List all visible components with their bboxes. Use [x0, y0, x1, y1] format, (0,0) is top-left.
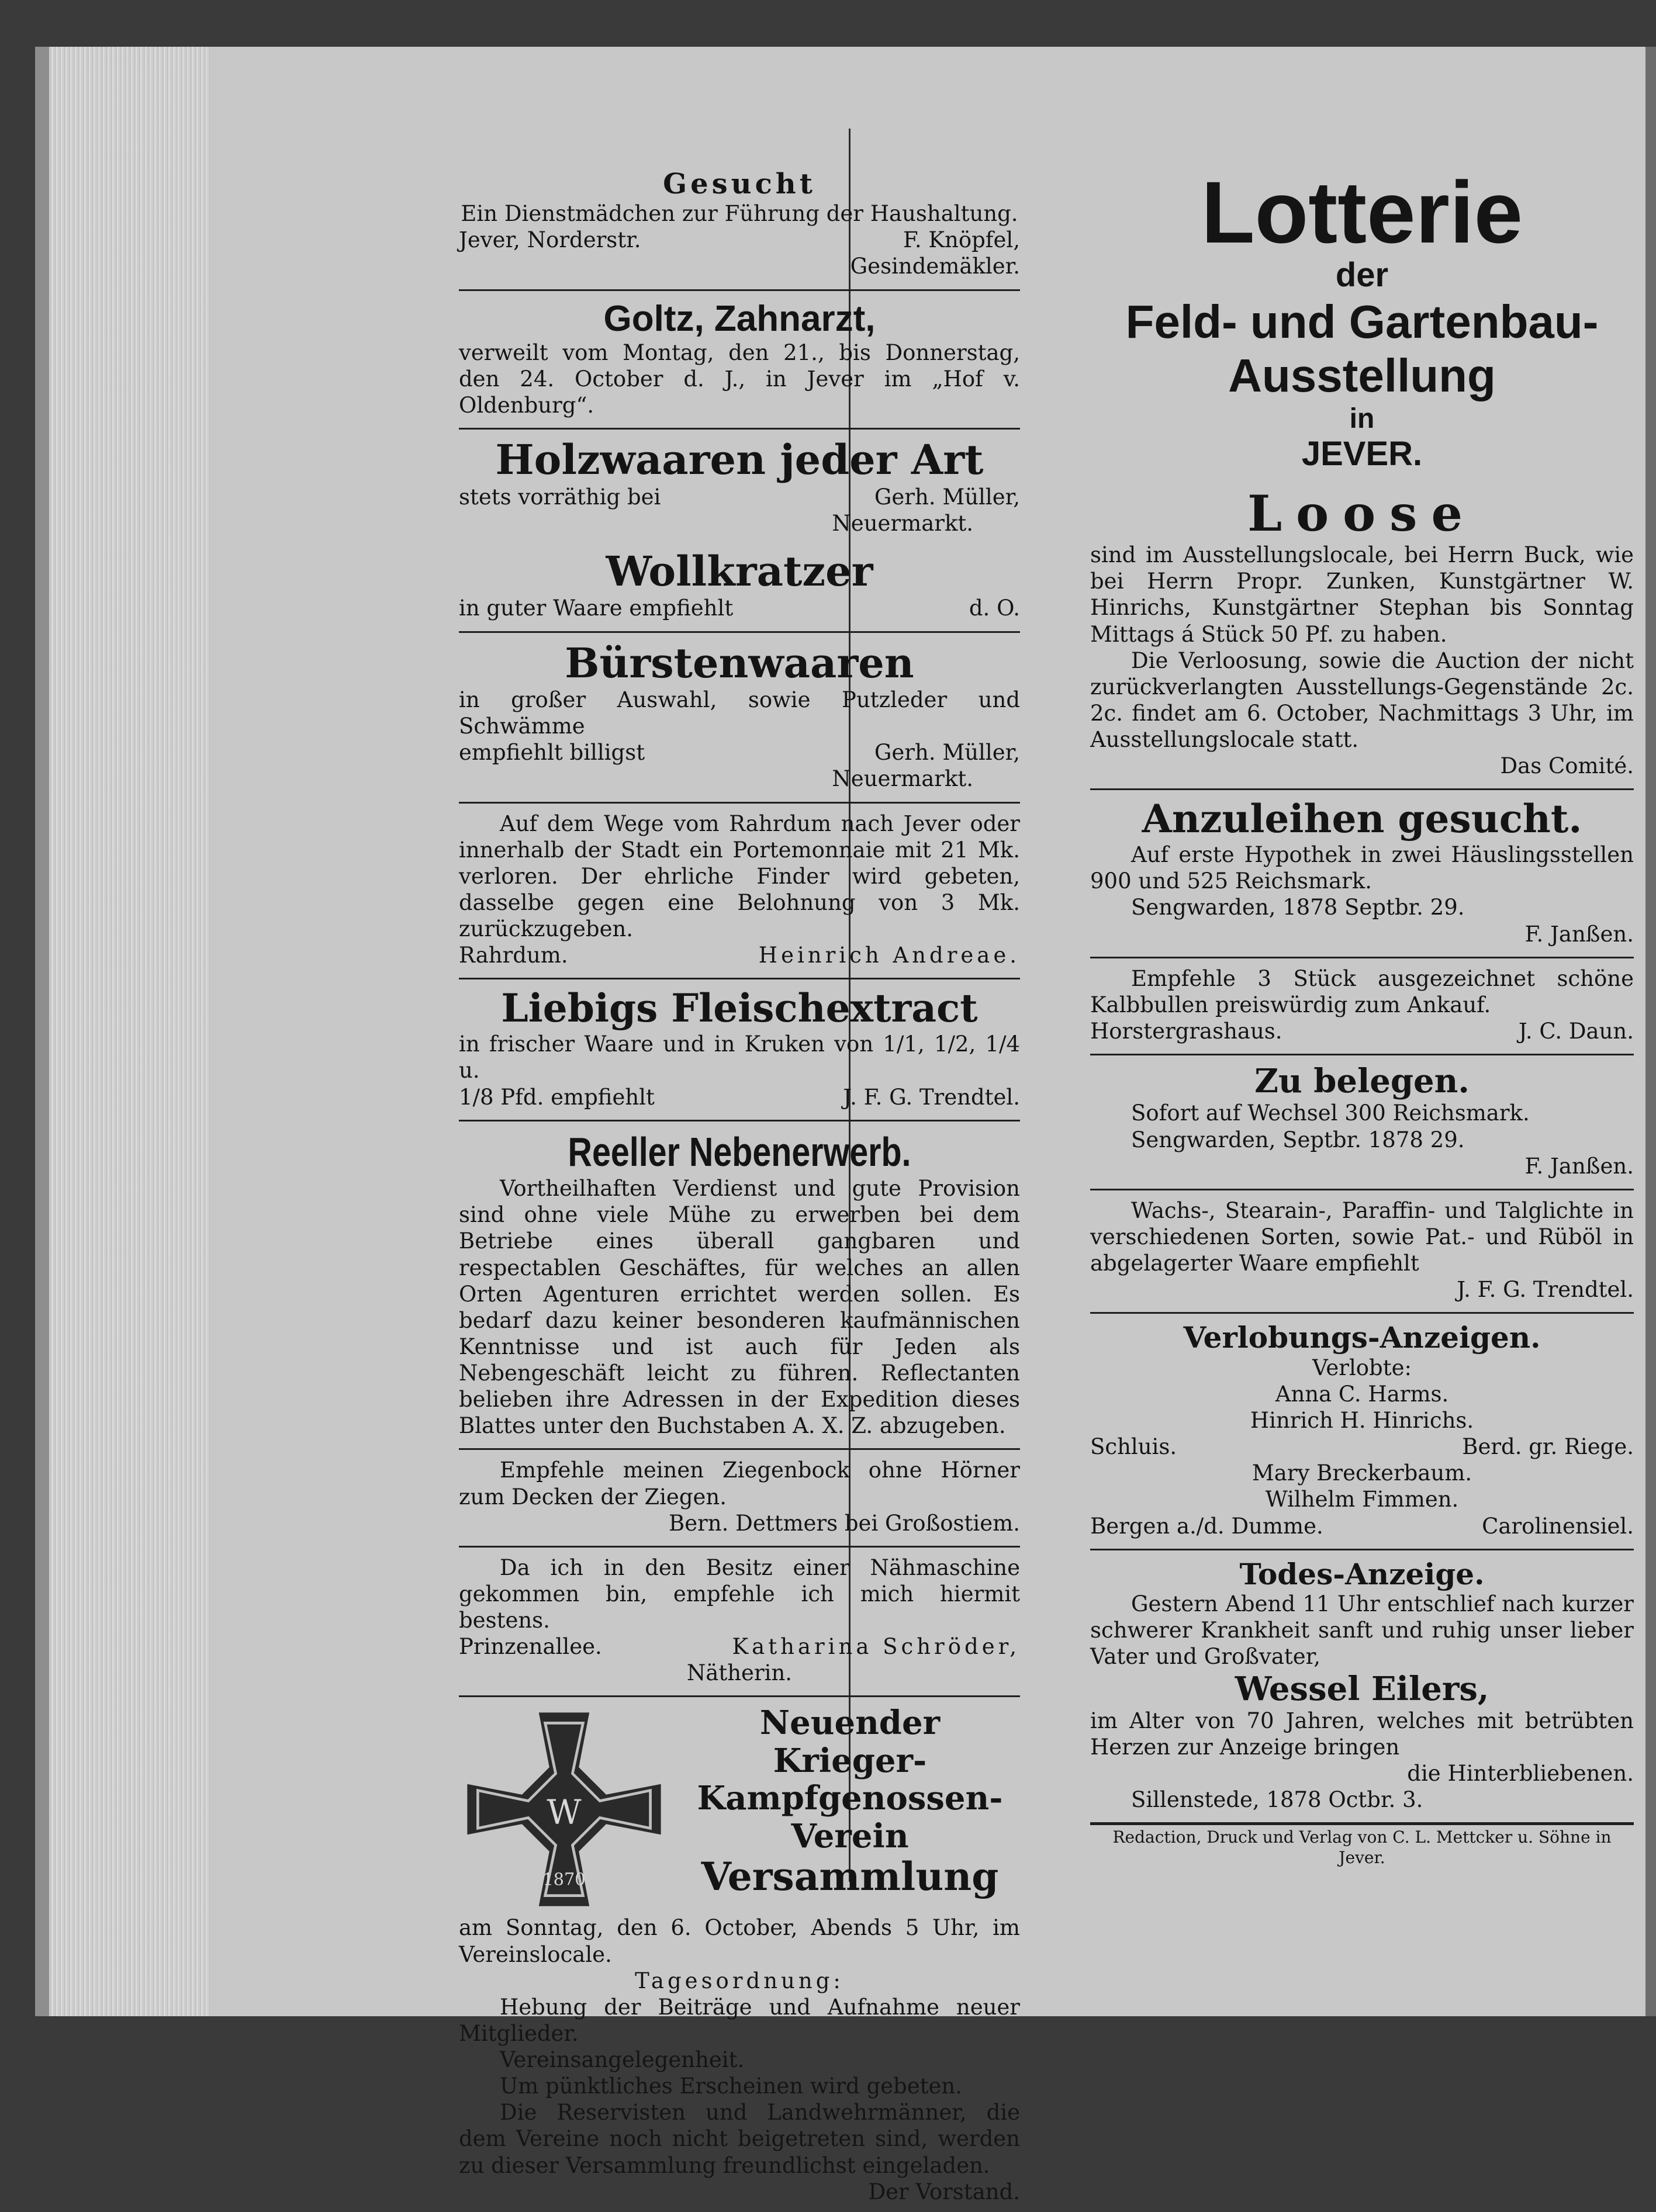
ad-title: Kampfgenossen-Verein [697, 1779, 1003, 1856]
ad-buerstenwaaren [459, 635, 1020, 799]
ad-verlobung [1090, 1316, 1634, 1546]
ad-text: in frischer Waare und in Kruken von 1/1, 1/2, 1/4 u. [459, 1031, 1020, 1084]
ad-lotterie [1090, 164, 1634, 481]
agenda-title: Tagesordnung: [635, 1968, 844, 1993]
divider [459, 1546, 1020, 1548]
right-column [1090, 164, 1634, 1868]
ad-text: Empfehle 3 Stück ausgezeichnet schöne Kalbbullen preiswürdig zum Ankauf. [1090, 965, 1634, 1017]
divider [459, 978, 1020, 979]
divider [459, 289, 1020, 291]
divider [1090, 1549, 1634, 1550]
ad-place: Schluis. [1090, 1434, 1177, 1460]
ad-place: Neuermarkt. [832, 510, 973, 536]
iron-cross-icon [459, 1704, 669, 1915]
ad-title: Reeller Nebenerwerb. [568, 1128, 911, 1175]
ad-ziegenbock [459, 1452, 1020, 1543]
ad-title: Goltz, Zahnarzt, [603, 298, 876, 339]
ad-text: Gestern Abend 11 Uhr entschlief nach kurzer schwerer Krankheit sanft und ruhig unser lieber Vater und Großvater, [1090, 1591, 1634, 1670]
lotterie-der: der [1335, 256, 1389, 294]
ad-title: Anzuleihen gesucht. [1142, 796, 1582, 842]
ad-kalbbullen [1090, 961, 1634, 1051]
ad-place: Jever, Norderstr. [459, 227, 641, 253]
ad-name: Heinrich Andreae. [758, 943, 1020, 968]
ad-belegen [1090, 1058, 1634, 1186]
ad-text: sind im Ausstellungslocale, bei Herrn Buck, wie bei Herrn Propr. Zunken, Kunstgärtner W. Hinrichs, Kunstgärtner Stephan bis Sonntag Mittags á Stück 50 Pf. zu haben. [1090, 542, 1634, 647]
ad-nebenerwerb [459, 1124, 1020, 1446]
ad-name: Gerh. Müller, [874, 740, 1020, 766]
ad-naeherin [459, 1550, 1020, 1694]
ad-name: Gerh. Müller, [874, 484, 1020, 510]
ad-role: Gesindemäkler. [850, 254, 1020, 279]
lotterie-title: Lotterie [1201, 163, 1523, 261]
ad-text: Sofort auf Wechsel 300 Reichsmark. [1131, 1100, 1530, 1126]
ad-date: Sengwarden, 1878 Septbr. 29. [1131, 895, 1465, 920]
ad-text: Empfehle meinen Ziegenbock ohne Hörner zum Decken der Ziegen. [459, 1458, 1020, 1510]
divider [459, 1695, 1020, 1697]
ad-name: Anna C. Harms. [1275, 1381, 1449, 1407]
ad-text: verweilt vom Montag, den 21., bis Donnerstag, den 24. October d. J., in Jever im „Hof v. Oldenburg“. [459, 340, 1020, 418]
agenda-item: Vereinsangelegenheit. [500, 2047, 745, 2072]
ad-wollkratzer [459, 544, 1020, 629]
ad-verloren [459, 806, 1020, 976]
lotterie-line2: Ausstellung [1228, 349, 1496, 401]
ad-loose [1090, 481, 1634, 787]
imprint: Redaction, Druck und Verlag von C. L. Mettcker u. Söhne in Jever. [1112, 1827, 1612, 1867]
ad-name: F. Janßen. [1524, 1153, 1634, 1179]
ad-title: Todes-Anzeige. [1239, 1556, 1485, 1591]
ad-name: Bern. Dettmers bei Großostiem. [669, 1510, 1020, 1536]
deceased-name: Wessel Eilers, [1235, 1669, 1489, 1708]
ad-text: im Alter von 70 Jahren, welches mit betrübten Herzen zur Anzeige bringen [1090, 1708, 1634, 1760]
ad-name: F. Janßen. [1524, 921, 1634, 947]
ad-text: in guter Waare empfiehlt [459, 596, 734, 621]
ad-todesanzeige [1090, 1553, 1634, 1820]
ad-sign: die Hinterbliebenen. [1407, 1761, 1634, 1787]
ad-title: Zu belegen. [1254, 1062, 1470, 1101]
divider [459, 802, 1020, 804]
divider [1090, 1822, 1634, 1825]
divider [1090, 1312, 1634, 1314]
ad-text: stets vorräthig bei [459, 484, 661, 510]
ad-title: Holzwaaren jeder Art [495, 435, 984, 484]
ad-title: Bürstenwaaren [565, 638, 914, 687]
next-page-edge [1645, 47, 1656, 2016]
ad-text: Da ich in den Besitz einer Nähmaschine gekommen bin, empfehle ich mich hiermit bestens. [459, 1555, 1020, 1633]
ad-name: Wilhelm Fimmen. [1265, 1487, 1459, 1512]
ad-name: J. F. G. Trendtel. [843, 1084, 1020, 1110]
ad-text: Auf erste Hypothek in zwei Häuslingsstellen 900 und 525 Reichsmark. [1090, 842, 1634, 894]
ad-name: J. F. G. Trendtel. [1457, 1277, 1634, 1303]
ad-date: Sillenstede, 1878 Octbr. 3. [1131, 1787, 1423, 1813]
ad-name: F. Knöpfel, [903, 227, 1020, 253]
divider [1090, 788, 1634, 790]
ad-place: Neuermarkt. [832, 766, 973, 792]
ad-subtitle: Verlobte: [1312, 1355, 1412, 1380]
ad-place: Prinzenallee. [459, 1634, 602, 1660]
ad-name: Hinrich H. Hinrichs. [1250, 1408, 1474, 1434]
agenda-item: Hebung der Beiträge und Aufnahme neuer Mitglieder. [459, 1994, 1020, 2046]
ad-title: Gesucht [663, 168, 816, 200]
ad-title: Verlobungs-Anzeigen. [1183, 1320, 1541, 1355]
ad-goltz [459, 293, 1020, 426]
ad-title: Loose [1247, 484, 1477, 542]
ad-name: J. C. Daun. [1518, 1018, 1634, 1044]
ad-name: Katharina Schröder, [732, 1634, 1020, 1660]
ad-kriegerverein [459, 1699, 1020, 2211]
ad-date: Sengwarden, Septbr. 1878 29. [1131, 1127, 1465, 1152]
ad-text: am Sonntag, den 6. October, Abends 5 Uhr, im Vereinslocale. [459, 1915, 1020, 1967]
ad-text: Die Reservisten und Landwehrmänner, die dem Vereine noch nicht beigetreten sind, werden zu dieser Versammlung freundlichst eingeladen. [459, 2100, 1020, 2178]
ad-text: Ein Dienstmädchen zur Führung der Haushaltung. [461, 201, 1018, 227]
ad-text: Vortheilhaften Verdienst und gute Provision sind ohne viele Mühe zu erwerben bei dem Betriebe eines überall gangbaren und respectablen Geschäftes, für welches an allen Orten Agenturen errichtet werden sollen. Es bedarf dazu keiner besonderen kaufmännischen Kenntnisse und ist auch für Jeden als Nebengeschäft leicht zu führen. Reflectanten belieben ihre Adressen in der Expedition dieses Blattes unter den Buchstaben A. X. Z. abzugeben. [459, 1176, 1020, 1439]
ad-name: Mary Breckerbaum. [1251, 1460, 1472, 1486]
lotterie-city: JEVER. [1301, 434, 1423, 473]
divider [1090, 1054, 1634, 1055]
ad-text: Wachs-, Stearain-, Paraffin- und Talglichte in verschiedenen Sorten, sowie Pat.- und Rüböl in abgelagerter Waare empfiehlt [1090, 1197, 1634, 1276]
lotterie-line1: Feld- und Gartenbau- [1125, 295, 1599, 348]
ad-sign: d. O. [969, 596, 1020, 621]
ad-text: in großer Auswahl, sowie Putzleder und Schwämme [459, 687, 1020, 739]
ad-sign: Das Comité. [1500, 753, 1634, 779]
ad-place: Bergen a./d. Dumme. [1090, 1513, 1323, 1539]
ad-title: Versammlung [701, 1853, 999, 1899]
ad-holzwaaren [459, 432, 1020, 544]
ad-gesucht [459, 164, 1020, 287]
ad-role: Nätherin. [686, 1660, 793, 1686]
ad-liebig [459, 982, 1020, 1117]
ad-title: Liebigs Fleischextract [501, 985, 978, 1031]
ad-wachs [1090, 1193, 1634, 1310]
book-page-edges [35, 47, 224, 2016]
left-column [459, 164, 1020, 2212]
ad-sign: Der Vorstand. [868, 2179, 1020, 2204]
cross-year: 1870 [542, 1869, 586, 1889]
ad-place: Berd. gr. Riege. [1462, 1434, 1634, 1460]
ad-text: Auf dem Wege vom Rahrdum nach Jever oder innerhalb der Stadt ein Portemonnaie mit 21 Mk. verloren. Der ehrliche Finder wird gebeten, dasselbe gegen eine Belohnung von 3 Mk. zurückzugeben. [459, 811, 1020, 942]
ad-title: Wollkratzer [606, 546, 873, 596]
divider [459, 631, 1020, 633]
agenda-item: Um pünktliches Erscheinen wird gebeten. [500, 2073, 962, 2099]
divider [459, 1448, 1020, 1450]
ad-text: Die Verloosung, sowie die Auction der nicht zurückverlangten Ausstellungs-Gegenstände 2c. 2c. findet am 6. October, Nachmittags 3 Uhr, im Ausstellungslocale statt. [1090, 648, 1634, 753]
divider [459, 1120, 1020, 1121]
ad-text: empfiehlt billigst [459, 740, 645, 766]
ad-place: Rahrdum. [459, 943, 568, 968]
ad-title: Neuender Krieger- [759, 1704, 941, 1780]
ad-place: Horstergrashaus. [1090, 1018, 1282, 1044]
cross-letter: W [547, 1793, 582, 1833]
divider [1090, 1189, 1634, 1190]
divider [459, 428, 1020, 430]
ad-place: Carolinensiel. [1482, 1513, 1634, 1539]
divider [1090, 957, 1634, 958]
ad-text: 1/8 Pfd. empfiehlt [459, 1084, 655, 1110]
lotterie-in: in [1349, 403, 1375, 434]
ad-anleihen [1090, 792, 1634, 954]
